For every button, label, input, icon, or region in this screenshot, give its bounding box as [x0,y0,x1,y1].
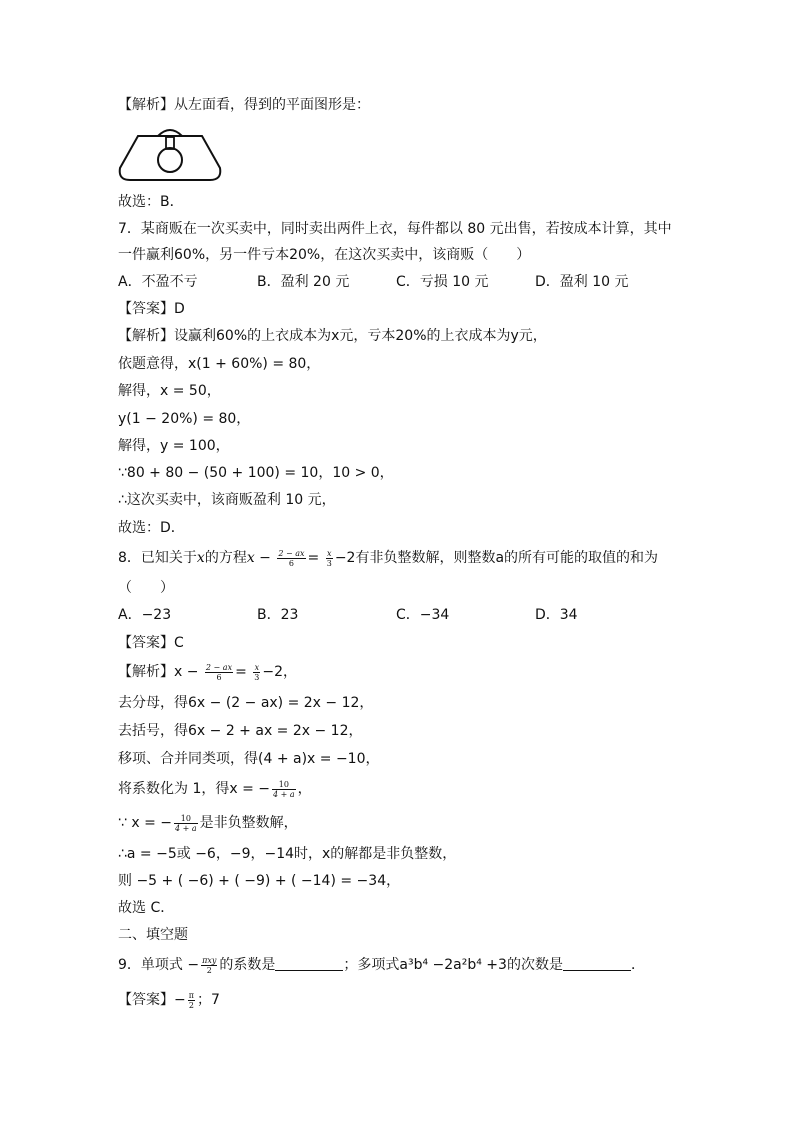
q8-sol1-pre: 【解析】x − [118,664,199,680]
q7-option-d: D．盈利 10 元 [535,274,629,290]
q8-sol-line: 去分母，得6x − (2 − ax) = 2x − 12， [118,695,374,711]
q8-var: x [196,550,205,566]
q8-option-a: A．−23 [118,607,172,623]
q8-sol-line: 去括号，得6x − 2 + ax = 2x − 12， [118,723,363,739]
q9-answer-end: ；7 [197,992,220,1008]
q9-mid2: ；多项式a³b⁴ −2a²b⁴ +3的次数是 [343,957,563,973]
q8-frac2: $\frac{x}{3}$ [326,548,332,568]
q8-since-pre: ∵ x = − [118,815,173,831]
q7-sol-line: y(1 − 20%) = 80， [118,411,251,427]
q8-coef-end: ， [297,781,312,797]
section-title: 二、填空题 [118,927,188,943]
answer-blank[interactable] [563,956,631,971]
q8-pre: 8．已知关于 [118,550,197,566]
q8-paren: （ ） [118,580,174,596]
q8-frac1: $\frac{2 - ax}{6}$ [278,548,305,568]
q9-mid: 的系数是 [219,957,276,973]
q8-answer: 【答案】C [118,635,184,651]
q8-sol-line: 移项、合并同类项，得(4 + a)x = −10， [118,751,380,767]
q7-sol-line: ∵80 + 80 − (50 + 100) = 10，10 > 0， [118,465,394,481]
q8-sol-line: 则 −5 + ( −6) + ( −9) + ( −14) = −34， [118,873,401,889]
q8-sol-line: ∴a = −5或 −6，−9，−14时，x的解都是非负整数， [118,846,457,862]
q8-since-frac: $\frac{10}{4 + a}$ [175,813,197,833]
q8-mid: 的方程 [204,550,247,566]
q8-eq3: −2有非负整数解，则整数a的所有可能的取值的和为 [334,550,659,566]
q7-sol-line: 依题意得，x(1 + 60%) = 80， [118,356,321,372]
q7-option-c: C．亏损 10 元 [396,274,489,290]
q9-stem [118,955,645,975]
q7-sol-line: 解得，x = 50， [118,383,221,399]
q8-equals: = [307,550,320,566]
q7-line1: 7．某商贩在一次买卖中，同时卖出两件上衣，每件都以 80 元出售，若按成本计算，其中 [118,221,672,237]
q8-sol1-end: −2， [262,664,298,680]
q9-frac: $\frac{\text{πxy}}{2}$ [202,955,217,975]
q7-sol-line: ∴这次买卖中，该商贩盈利 10 元， [118,492,336,508]
q8-option-d: D．34 [535,607,578,623]
q8-sol-equals: = [235,664,247,680]
q7-line2: 一件赢利60%，另一件亏本20%，在这次买卖中，该商贩（ ） [118,247,531,263]
q7-sol-line: 故选：D． [118,520,185,536]
q8-coef-frac: $\frac{10}{4 + a}$ [273,779,295,799]
q8-sol-line [118,813,298,833]
side-view-figure [118,122,222,184]
answer-blank[interactable] [275,956,343,971]
q7-option-a: A．不盈不亏 [118,274,198,290]
q9-answer-pre: 【答案】− [118,992,186,1008]
q7-sol-line: 【解析】设赢利60%的上衣成本为x元，亏本20%的上衣成本为y元， [118,328,547,344]
q7-sol-line: 解得，y = 100， [118,438,230,454]
q8-stem [118,548,658,568]
q8-sol-line: 故选 C． [118,900,175,916]
q8-coef-pre: 将系数化为 1，得x = − [118,781,271,797]
q8-sol-frac2: $\frac{x}{3}$ [254,662,260,682]
q8-sol-line [118,662,297,682]
q9-answer [118,990,220,1010]
choice-line: 故选：B． [118,194,184,210]
q9-pre: 9．单项式 − [118,957,200,973]
q9-end: ． [630,957,645,973]
q8-sol-line [118,779,312,799]
q8-eq: x − [246,550,271,566]
q8-option-c: C．−34 [396,607,450,623]
q9-answer-frac: $\frac{\pi}{2}$ [188,990,194,1010]
q8-since-end: 是非负整数解， [199,815,298,831]
q7-option-b: B．盈利 20 元 [257,274,350,290]
q8-sol-frac1: $\frac{2 - ax}{6}$ [205,662,233,682]
q8-option-b: B．23 [257,607,299,623]
q7-answer: 【答案】D [118,301,185,317]
analysis-line: 【解析】从左面看，得到的平面图形是： [118,97,370,113]
